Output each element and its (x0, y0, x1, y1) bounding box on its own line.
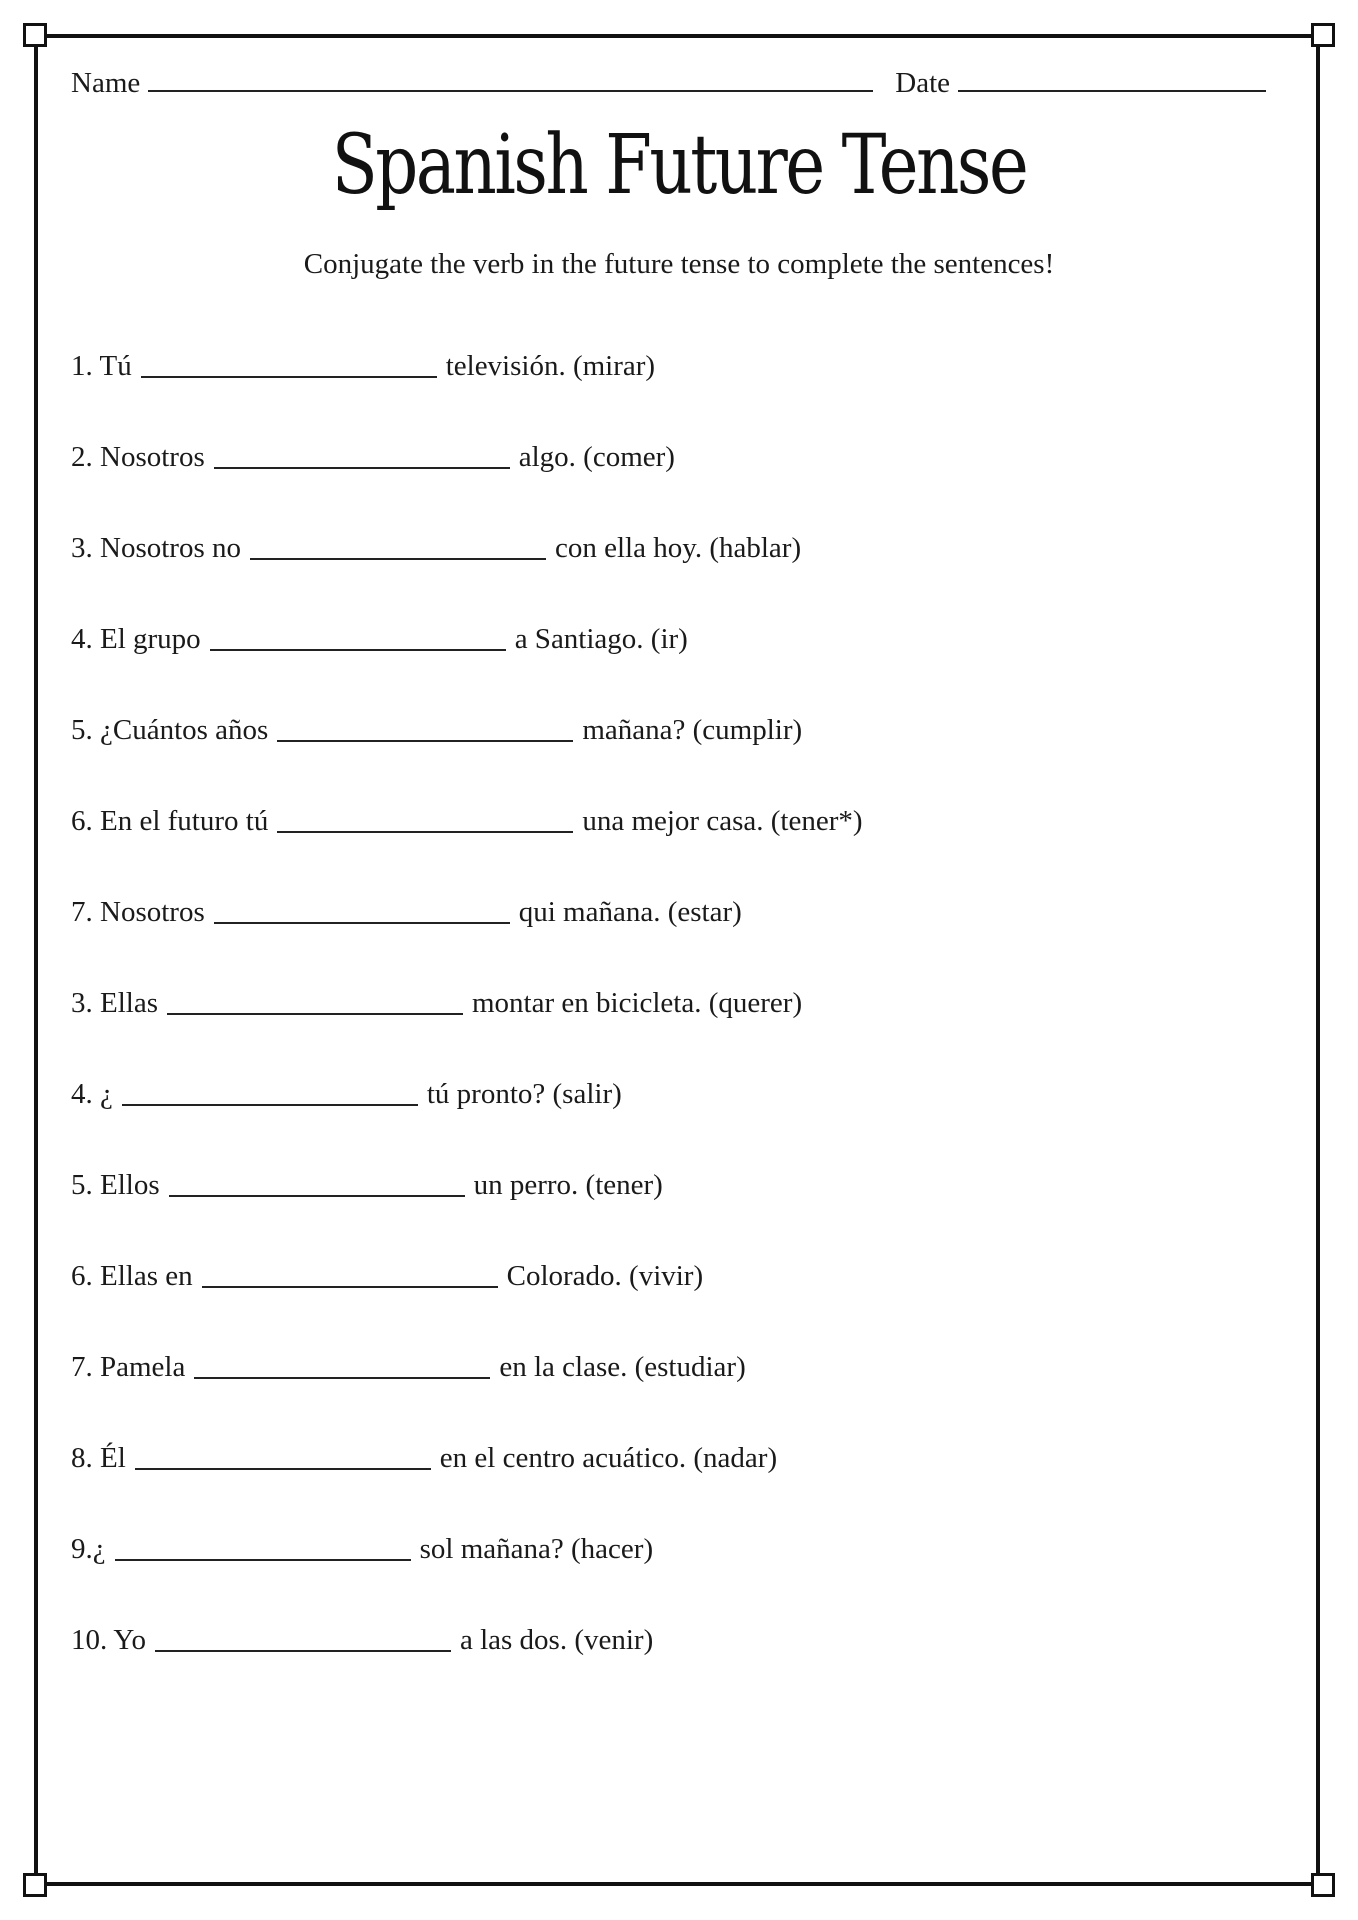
exercise-item (71, 712, 1271, 803)
date-label: Date (895, 67, 950, 99)
answer-blank[interactable] (210, 621, 506, 651)
exercise-item (71, 348, 1271, 439)
exercise-item (71, 803, 1271, 894)
exercise-item (71, 894, 1271, 985)
exercise-item (71, 1622, 1271, 1713)
prompt-before: 3. Nosotros no (71, 532, 241, 564)
exercise-item (71, 530, 1271, 621)
prompt-after: tú pronto? (salir) (426, 1078, 622, 1110)
answer-blank[interactable] (277, 712, 573, 742)
prompt-before: 6. Ellas en (71, 1260, 193, 1292)
exercise-item (71, 1531, 1271, 1622)
answer-blank[interactable] (277, 803, 573, 833)
exercise-item (71, 985, 1271, 1076)
prompt-after: qui mañana. (estar) (518, 896, 742, 928)
prompt-before: 8. Él (71, 1442, 126, 1474)
prompt-before: 5. Ellos (71, 1169, 160, 1201)
prompt-after: montar en bicicleta. (querer) (472, 987, 803, 1019)
date-field[interactable] (958, 66, 1266, 92)
prompt-before: 4. ¿ (71, 1078, 113, 1110)
prompt-after: televisión. (mirar) (445, 350, 656, 382)
exercise-item (71, 621, 1271, 712)
answer-blank[interactable] (122, 1076, 418, 1106)
answer-blank[interactable] (194, 1349, 490, 1379)
answer-blank[interactable] (141, 348, 437, 378)
answer-blank[interactable] (250, 530, 546, 560)
worksheet-title: Spanish Future Tense (331, 118, 1027, 213)
prompt-before: 6. En el futuro tú (71, 805, 269, 837)
exercise-item (71, 1076, 1271, 1167)
prompt-before: 7. Nosotros (71, 896, 205, 928)
answer-blank[interactable] (169, 1167, 465, 1197)
answer-blank[interactable] (155, 1622, 451, 1652)
prompt-before: 7. Pamela (71, 1351, 186, 1383)
answer-blank[interactable] (135, 1440, 431, 1470)
corner-square-top-right (1311, 23, 1335, 47)
name-label: Name (71, 67, 141, 99)
prompt-after: un perro. (tener) (473, 1169, 663, 1201)
answer-blank[interactable] (202, 1258, 498, 1288)
prompt-before: 5. ¿Cuántos años (71, 714, 269, 746)
exercise-item (71, 1258, 1271, 1349)
prompt-before: 9.¿ (71, 1533, 106, 1565)
exercise-item (71, 1167, 1271, 1258)
prompt-before: 2. Nosotros (71, 441, 205, 473)
name-date-header (71, 66, 1289, 100)
prompt-before: 4. El grupo (71, 623, 201, 655)
exercise-item (71, 439, 1271, 530)
prompt-after: en la clase. (estudiar) (499, 1351, 746, 1383)
prompt-after: algo. (comer) (518, 441, 675, 473)
instructions: Conjugate the verb in the future tense to complete the sentences! (303, 248, 1055, 280)
corner-square-top-left (23, 23, 47, 47)
exercise-item (71, 1349, 1271, 1440)
answer-blank[interactable] (214, 894, 510, 924)
prompt-before: 3. Ellas (71, 987, 158, 1019)
corner-square-bottom-right (1311, 1873, 1335, 1897)
prompt-before: 10. Yo (71, 1624, 146, 1656)
exercise-list (71, 348, 1271, 1713)
prompt-after: mañana? (cumplir) (582, 714, 803, 746)
prompt-before: 1. Tú (71, 350, 132, 382)
prompt-after: Colorado. (vivir) (506, 1260, 704, 1292)
corner-square-bottom-left (23, 1873, 47, 1897)
answer-blank[interactable] (167, 985, 463, 1015)
prompt-after: a Santiago. (ir) (514, 623, 688, 655)
answer-blank[interactable] (115, 1531, 411, 1561)
name-field[interactable] (148, 66, 873, 92)
prompt-after: sol mañana? (hacer) (419, 1533, 654, 1565)
prompt-after: a las dos. (venir) (459, 1624, 654, 1656)
prompt-after: una mejor casa. (tener*) (582, 805, 863, 837)
prompt-after: con ella hoy. (hablar) (554, 532, 802, 564)
answer-blank[interactable] (214, 439, 510, 469)
prompt-after: en el centro acuático. (nadar) (439, 1442, 778, 1474)
exercise-item (71, 1440, 1271, 1531)
